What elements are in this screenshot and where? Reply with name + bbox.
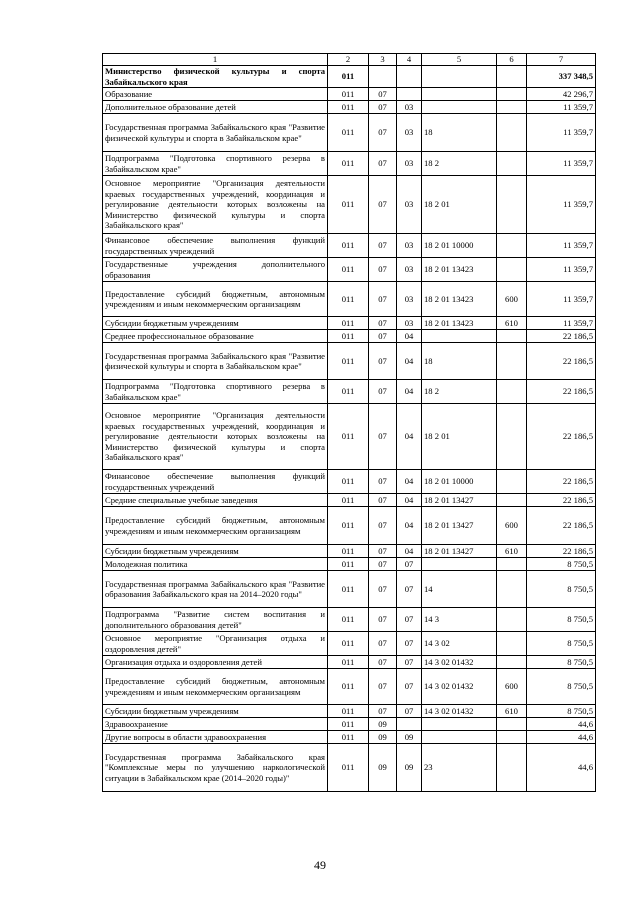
budget-table-body bbox=[103, 54, 596, 792]
section-code-cell: 09 bbox=[369, 718, 397, 731]
expense-type-cell bbox=[497, 343, 527, 380]
ministry-code-cell: 011 bbox=[328, 380, 369, 404]
row-name-cell: Субсидии бюджетным учреждениям bbox=[103, 545, 328, 558]
row-name-cell: Субсидии бюджетным учреждениям bbox=[103, 705, 328, 718]
expense-type-cell bbox=[497, 744, 527, 792]
table-row bbox=[103, 234, 596, 258]
amount-cell: 42 296,7 bbox=[527, 88, 596, 101]
expense-type-cell: 610 bbox=[497, 705, 527, 718]
subsection-code-cell: 07 bbox=[397, 632, 422, 656]
subsection-code-cell: 03 bbox=[397, 234, 422, 258]
target-item-cell: 18 2 bbox=[422, 152, 497, 176]
subsection-code-cell bbox=[397, 718, 422, 731]
subsection-code-cell: 07 bbox=[397, 608, 422, 632]
row-name-cell: Дополнительное образование детей bbox=[103, 101, 328, 114]
amount-cell: 8 750,5 bbox=[527, 558, 596, 571]
subsection-code-cell: 04 bbox=[397, 507, 422, 545]
row-name-cell: Образование bbox=[103, 88, 328, 101]
expense-type-cell bbox=[497, 176, 527, 234]
subsection-code-cell: 03 bbox=[397, 176, 422, 234]
expense-type-cell bbox=[497, 571, 527, 608]
ministry-code-cell: 011 bbox=[328, 66, 369, 88]
row-name-cell: Основное мероприятие "Организация деятельности краевых государственных учреждений, координация и регулирование деятельности которых возложены на Министерство физической культуры и спорта Забайкальского края" bbox=[103, 176, 328, 234]
ministry-code-cell: 011 bbox=[328, 234, 369, 258]
row-name-cell: Основное мероприятие "Организация отдыха и оздоровления детей" bbox=[103, 632, 328, 656]
table-row bbox=[103, 66, 596, 88]
section-code-cell: 07 bbox=[369, 558, 397, 571]
amount-cell: 8 750,5 bbox=[527, 669, 596, 705]
section-code-cell: 07 bbox=[369, 494, 397, 507]
row-name-cell: Предоставление субсидий бюджетным, автономным учреждениям и иным некоммерческим организациям bbox=[103, 507, 328, 545]
row-name-cell: Подпрограмма "Подготовка спортивного резерва в Забайкальском крае" bbox=[103, 380, 328, 404]
amount-cell: 337 348,5 bbox=[527, 66, 596, 88]
amount-cell: 22 186,5 bbox=[527, 343, 596, 380]
amount-cell: 11 359,7 bbox=[527, 258, 596, 282]
row-name-cell: Субсидии бюджетным учреждениям bbox=[103, 317, 328, 330]
subsection-code-cell: 07 bbox=[397, 656, 422, 669]
ministry-code-cell: 011 bbox=[328, 176, 369, 234]
section-code-cell: 07 bbox=[369, 343, 397, 380]
subsection-code-cell: 04 bbox=[397, 404, 422, 470]
table-row bbox=[103, 282, 596, 317]
section-code-cell: 07 bbox=[369, 88, 397, 101]
subsection-code-cell: 04 bbox=[397, 494, 422, 507]
ministry-code-cell: 011 bbox=[328, 744, 369, 792]
section-code-cell: 07 bbox=[369, 656, 397, 669]
subsection-code-cell: 03 bbox=[397, 152, 422, 176]
target-item-cell: 14 bbox=[422, 571, 497, 608]
row-name-cell: Организация отдыха и оздоровления детей bbox=[103, 656, 328, 669]
target-item-cell: 18 2 bbox=[422, 380, 497, 404]
section-code-cell: 07 bbox=[369, 608, 397, 632]
target-item-cell: 18 2 01 bbox=[422, 404, 497, 470]
ministry-code-cell: 011 bbox=[328, 632, 369, 656]
target-item-cell: 18 2 01 13427 bbox=[422, 494, 497, 507]
table-row bbox=[103, 404, 596, 470]
target-item-cell: 18 2 01 10000 bbox=[422, 234, 497, 258]
expense-type-cell bbox=[497, 632, 527, 656]
section-code-cell: 07 bbox=[369, 114, 397, 152]
table-row bbox=[103, 705, 596, 718]
section-code-cell: 07 bbox=[369, 632, 397, 656]
subsection-code-cell: 04 bbox=[397, 470, 422, 494]
table-row bbox=[103, 114, 596, 152]
subsection-code-cell: 03 bbox=[397, 114, 422, 152]
table-row bbox=[103, 176, 596, 234]
expense-type-cell bbox=[497, 234, 527, 258]
expense-type-cell bbox=[497, 101, 527, 114]
amount-cell: 11 359,7 bbox=[527, 114, 596, 152]
section-code-cell: 07 bbox=[369, 404, 397, 470]
amount-cell: 22 186,5 bbox=[527, 494, 596, 507]
subsection-code-cell: 03 bbox=[397, 258, 422, 282]
ministry-code-cell: 011 bbox=[328, 343, 369, 380]
section-code-cell: 07 bbox=[369, 545, 397, 558]
row-name-cell: Молодежная политика bbox=[103, 558, 328, 571]
amount-cell: 8 750,5 bbox=[527, 656, 596, 669]
target-item-cell: 18 2 01 10000 bbox=[422, 470, 497, 494]
subsection-code-cell: 04 bbox=[397, 380, 422, 404]
subsection-code-cell bbox=[397, 88, 422, 101]
table-row bbox=[103, 632, 596, 656]
subsection-code-cell: 07 bbox=[397, 705, 422, 718]
expense-type-cell bbox=[497, 330, 527, 343]
section-code-cell bbox=[369, 66, 397, 88]
section-code-cell: 07 bbox=[369, 101, 397, 114]
amount-cell: 8 750,5 bbox=[527, 632, 596, 656]
section-code-cell: 07 bbox=[369, 669, 397, 705]
target-item-cell bbox=[422, 101, 497, 114]
row-name-cell: Предоставление субсидий бюджетным, автономным учреждениям и иным некоммерческим организациям bbox=[103, 282, 328, 317]
table-row bbox=[103, 258, 596, 282]
table-row bbox=[103, 669, 596, 705]
section-code-cell: 07 bbox=[369, 258, 397, 282]
amount-cell: 11 359,7 bbox=[527, 317, 596, 330]
subsection-code-cell: 07 bbox=[397, 669, 422, 705]
ministry-code-cell: 011 bbox=[328, 114, 369, 152]
table-row bbox=[103, 731, 596, 744]
section-code-cell: 07 bbox=[369, 507, 397, 545]
row-name-cell: Средние специальные учебные заведения bbox=[103, 494, 328, 507]
expense-type-cell bbox=[497, 718, 527, 731]
target-item-cell: 14 3 02 01432 bbox=[422, 656, 497, 669]
table-row bbox=[103, 494, 596, 507]
row-name-cell: Министерство физической культуры и спорта Забайкальского края bbox=[103, 66, 328, 88]
table-row bbox=[103, 343, 596, 380]
row-name-cell: Государственная программа Забайкальского края "Развитие образования Забайкальского края на 2014–2020 годы" bbox=[103, 571, 328, 608]
expense-type-cell bbox=[497, 258, 527, 282]
target-item-cell bbox=[422, 88, 497, 101]
expense-type-cell bbox=[497, 656, 527, 669]
table-row bbox=[103, 656, 596, 669]
amount-cell: 22 186,5 bbox=[527, 470, 596, 494]
amount-cell: 8 750,5 bbox=[527, 571, 596, 608]
target-item-cell bbox=[422, 718, 497, 731]
subsection-code-cell: 03 bbox=[397, 317, 422, 330]
ministry-code-cell: 011 bbox=[328, 656, 369, 669]
table-row bbox=[103, 608, 596, 632]
target-item-cell: 14 3 02 01432 bbox=[422, 669, 497, 705]
section-code-cell: 07 bbox=[369, 176, 397, 234]
table-row bbox=[103, 470, 596, 494]
ministry-code-cell: 011 bbox=[328, 608, 369, 632]
table-row bbox=[103, 152, 596, 176]
expense-type-cell bbox=[497, 152, 527, 176]
expense-type-cell bbox=[497, 470, 527, 494]
amount-cell: 11 359,7 bbox=[527, 234, 596, 258]
target-item-cell: 14 3 bbox=[422, 608, 497, 632]
header-cell: 4 bbox=[397, 54, 422, 66]
ministry-code-cell: 011 bbox=[328, 705, 369, 718]
ministry-code-cell: 011 bbox=[328, 571, 369, 608]
ministry-code-cell: 011 bbox=[328, 718, 369, 731]
table-row bbox=[103, 317, 596, 330]
target-item-cell: 14 3 02 01432 bbox=[422, 705, 497, 718]
target-item-cell: 18 bbox=[422, 343, 497, 380]
ministry-code-cell: 011 bbox=[328, 317, 369, 330]
target-item-cell bbox=[422, 731, 497, 744]
expense-type-cell bbox=[497, 66, 527, 88]
amount-cell: 8 750,5 bbox=[527, 608, 596, 632]
ministry-code-cell: 011 bbox=[328, 669, 369, 705]
row-name-cell: Государственная программа Забайкальского края "Комплексные меры по улучшению наркологической ситуации в Забайкальском крае (2014–2020 годы)" bbox=[103, 744, 328, 792]
amount-cell: 8 750,5 bbox=[527, 705, 596, 718]
table-row bbox=[103, 558, 596, 571]
amount-cell: 44,6 bbox=[527, 744, 596, 792]
ministry-code-cell: 011 bbox=[328, 258, 369, 282]
target-item-cell bbox=[422, 66, 497, 88]
ministry-code-cell: 011 bbox=[328, 494, 369, 507]
target-item-cell: 18 2 01 bbox=[422, 176, 497, 234]
section-code-cell: 07 bbox=[369, 317, 397, 330]
subsection-code-cell: 09 bbox=[397, 744, 422, 792]
ministry-code-cell: 011 bbox=[328, 101, 369, 114]
section-code-cell: 09 bbox=[369, 744, 397, 792]
section-code-cell: 07 bbox=[369, 380, 397, 404]
amount-cell: 44,6 bbox=[527, 731, 596, 744]
header-cell: 1 bbox=[103, 54, 328, 66]
header-cell: 6 bbox=[497, 54, 527, 66]
section-code-cell: 07 bbox=[369, 330, 397, 343]
table-row bbox=[103, 380, 596, 404]
target-item-cell: 18 2 01 13423 bbox=[422, 282, 497, 317]
section-code-cell: 07 bbox=[369, 571, 397, 608]
target-item-cell: 18 2 01 13423 bbox=[422, 258, 497, 282]
expense-type-cell bbox=[497, 380, 527, 404]
amount-cell: 11 359,7 bbox=[527, 152, 596, 176]
ministry-code-cell: 011 bbox=[328, 88, 369, 101]
row-name-cell: Подпрограмма "Подготовка спортивного резерва в Забайкальском крае" bbox=[103, 152, 328, 176]
amount-cell: 11 359,7 bbox=[527, 282, 596, 317]
row-name-cell: Другие вопросы в области здравоохранения bbox=[103, 731, 328, 744]
expense-type-cell: 600 bbox=[497, 669, 527, 705]
ministry-code-cell: 011 bbox=[328, 507, 369, 545]
target-item-cell: 18 2 01 13427 bbox=[422, 507, 497, 545]
amount-cell: 22 186,5 bbox=[527, 545, 596, 558]
ministry-code-cell: 011 bbox=[328, 404, 369, 470]
section-code-cell: 07 bbox=[369, 282, 397, 317]
header-cell: 5 bbox=[422, 54, 497, 66]
table-row bbox=[103, 744, 596, 792]
expense-type-cell: 610 bbox=[497, 317, 527, 330]
subsection-code-cell: 04 bbox=[397, 545, 422, 558]
expense-type-cell: 610 bbox=[497, 545, 527, 558]
target-item-cell: 18 2 01 13423 bbox=[422, 317, 497, 330]
row-name-cell: Государственная программа Забайкальского края "Развитие физической культуры и спорта в Забайкальском крае" bbox=[103, 114, 328, 152]
section-code-cell: 09 bbox=[369, 731, 397, 744]
table-row bbox=[103, 507, 596, 545]
expense-type-cell bbox=[497, 731, 527, 744]
expense-type-cell: 600 bbox=[497, 507, 527, 545]
subsection-code-cell: 03 bbox=[397, 282, 422, 317]
target-item-cell bbox=[422, 558, 497, 571]
table-row bbox=[103, 718, 596, 731]
row-name-cell: Среднее профессиональное образование bbox=[103, 330, 328, 343]
row-name-cell: Государственные учреждения дополнительного образования bbox=[103, 258, 328, 282]
target-item-cell: 14 3 02 bbox=[422, 632, 497, 656]
ministry-code-cell: 011 bbox=[328, 152, 369, 176]
header-cell: 7 bbox=[527, 54, 596, 66]
table-row bbox=[103, 88, 596, 101]
table-row bbox=[103, 330, 596, 343]
subsection-code-cell: 07 bbox=[397, 558, 422, 571]
subsection-code-cell: 04 bbox=[397, 343, 422, 380]
amount-cell: 22 186,5 bbox=[527, 380, 596, 404]
header-cell: 2 bbox=[328, 54, 369, 66]
expense-type-cell bbox=[497, 494, 527, 507]
expense-type-cell bbox=[497, 88, 527, 101]
ministry-code-cell: 011 bbox=[328, 731, 369, 744]
row-name-cell: Подпрограмма "Развитие систем воспитания и дополнительного образования детей" bbox=[103, 608, 328, 632]
ministry-code-cell: 011 bbox=[328, 545, 369, 558]
expense-type-cell bbox=[497, 608, 527, 632]
target-item-cell: 23 bbox=[422, 744, 497, 792]
ministry-code-cell: 011 bbox=[328, 558, 369, 571]
section-code-cell: 07 bbox=[369, 152, 397, 176]
subsection-code-cell: 04 bbox=[397, 330, 422, 343]
target-item-cell: 18 bbox=[422, 114, 497, 152]
amount-cell: 22 186,5 bbox=[527, 507, 596, 545]
subsection-code-cell: 09 bbox=[397, 731, 422, 744]
subsection-code-cell: 03 bbox=[397, 101, 422, 114]
subsection-code-cell bbox=[397, 66, 422, 88]
section-code-cell: 07 bbox=[369, 234, 397, 258]
page-number: 49 bbox=[314, 858, 326, 872]
expense-type-cell: 600 bbox=[497, 282, 527, 317]
row-name-cell: Государственная программа Забайкальского края "Развитие физической культуры и спорта в Забайкальском крае" bbox=[103, 343, 328, 380]
row-name-cell: Основное мероприятие "Организация деятельности краевых государственных учреждений, координация и регулирование деятельности которых возложены на Министерство физической культуры и спорта Забайкальского края" bbox=[103, 404, 328, 470]
amount-cell: 11 359,7 bbox=[527, 101, 596, 114]
target-item-cell bbox=[422, 330, 497, 343]
amount-cell: 22 186,5 bbox=[527, 404, 596, 470]
expense-type-cell bbox=[497, 404, 527, 470]
ministry-code-cell: 011 bbox=[328, 282, 369, 317]
row-name-cell: Предоставление субсидий бюджетным, автономным учреждениям и иным некоммерческим организациям bbox=[103, 669, 328, 705]
subsection-code-cell: 07 bbox=[397, 571, 422, 608]
ministry-code-cell: 011 bbox=[328, 470, 369, 494]
header-cell: 3 bbox=[369, 54, 397, 66]
section-code-cell: 07 bbox=[369, 470, 397, 494]
row-name-cell: Финансовое обеспечение выполнения функций государственных учреждений bbox=[103, 234, 328, 258]
amount-cell: 44,6 bbox=[527, 718, 596, 731]
expense-type-cell bbox=[497, 114, 527, 152]
table-row bbox=[103, 101, 596, 114]
expense-type-cell bbox=[497, 558, 527, 571]
table-row bbox=[103, 545, 596, 558]
row-name-cell: Здравоохранение bbox=[103, 718, 328, 731]
target-item-cell: 18 2 01 13427 bbox=[422, 545, 497, 558]
budget-table bbox=[102, 53, 596, 792]
header-row bbox=[103, 54, 596, 66]
table-row bbox=[103, 571, 596, 608]
section-code-cell: 07 bbox=[369, 705, 397, 718]
amount-cell: 11 359,7 bbox=[527, 176, 596, 234]
ministry-code-cell: 011 bbox=[328, 330, 369, 343]
amount-cell: 22 186,5 bbox=[527, 330, 596, 343]
row-name-cell: Финансовое обеспечение выполнения функций государственных учреждений bbox=[103, 470, 328, 494]
